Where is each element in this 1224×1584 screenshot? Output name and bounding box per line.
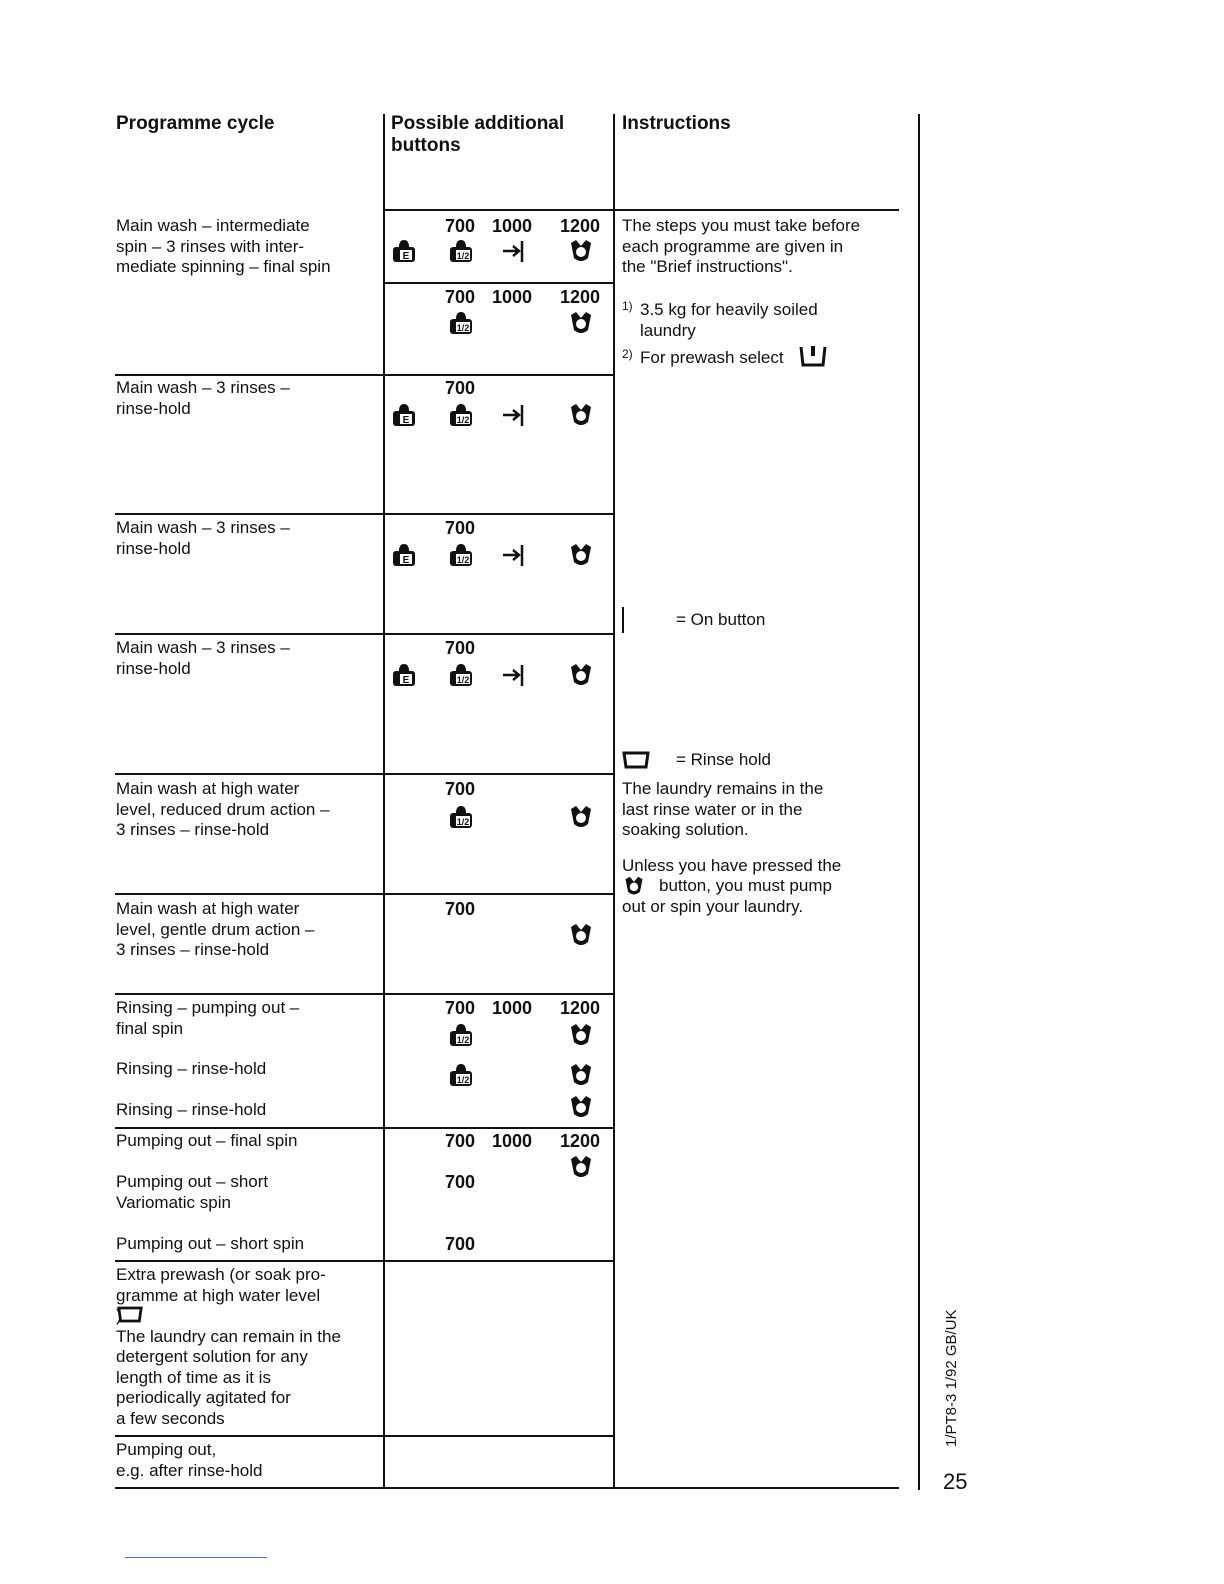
spin-speed-1200: 1200: [560, 1131, 601, 1151]
spin-speed-1000: 1000: [492, 1131, 533, 1151]
spin-reduction-icon: [568, 238, 594, 264]
weight-half-icon: [448, 1022, 474, 1048]
spin-speed-700: 700: [445, 378, 476, 398]
programme-description: Main wash – 3 rinses – rinse-hold: [116, 378, 290, 418]
on-button-legend: = On button: [676, 610, 766, 629]
svg-text:E: E: [402, 415, 410, 426]
pump-note-line1: Unless you have pressed the: [622, 856, 842, 875]
row-divider: [115, 993, 613, 995]
spin-speed-1200: 1200: [560, 287, 601, 307]
spin-speed-1000: 1000: [492, 998, 533, 1018]
programme-description: Rinsing – rinse-hold: [116, 1100, 267, 1119]
weight-e-icon: [391, 402, 417, 428]
spin-speed-1200: 1200: [560, 216, 601, 236]
spin-reduction-icon: [568, 1094, 594, 1120]
spin-reduction-icon: [568, 1022, 594, 1048]
rinse-hold-legend: = Rinse hold: [676, 750, 771, 769]
spin-reduction-icon: [568, 1062, 594, 1088]
spin-speed-1000: 1000: [492, 216, 533, 236]
spin-speed-700: 700: [445, 998, 476, 1018]
weight-e-icon: [391, 542, 417, 568]
row-divider: [115, 1260, 613, 1262]
row-divider: [115, 374, 613, 376]
row-divider: [115, 513, 613, 515]
table-bottom-rule: [115, 1487, 899, 1489]
svg-text:1/2: 1/2: [456, 555, 470, 565]
programme-description: Main wash at high water level, reduced drum action – 3 rinses – rinse-hold: [116, 779, 330, 839]
programme-description: Pumping out – short spin: [116, 1234, 305, 1253]
bottom-rule: [125, 1557, 267, 1558]
programme-description: Pumping out, e.g. after rinse-hold: [116, 1440, 263, 1480]
programme-description: Main wash at high water level, gentle drum action – 3 rinses – rinse-hold: [116, 899, 315, 959]
rinse-hold-arrow-icon: [501, 662, 527, 688]
spin-speed-700: 700: [445, 638, 476, 658]
footnote-2-mark: 2): [622, 347, 633, 361]
programme-description: Main wash – intermediate spin – 3 rinses with inter- mediate spinning – final spin: [116, 216, 331, 276]
row-divider: [115, 1127, 613, 1129]
spin-speed-700: 700: [445, 518, 476, 538]
svg-text:E: E: [402, 555, 410, 566]
weight-half-icon: [448, 542, 474, 568]
footnote-1-mark: 1): [622, 299, 633, 313]
spin-reduction-icon: [568, 402, 594, 428]
on-button-icon: [622, 607, 624, 633]
svg-text:1/2: 1/2: [456, 323, 470, 333]
programme-description: Extra prewash (or soak pro- gramme at high water level ) The laundry can remain in the detergent solution for any length of time as it is periodically agitated for a few seconds: [116, 1265, 341, 1428]
row-divider: [115, 633, 613, 635]
spin-speed-700: 700: [445, 1234, 476, 1254]
spin-speed-700: 700: [445, 899, 476, 919]
programme-description: Rinsing – rinse-hold: [116, 1059, 267, 1078]
document-code: 1/PT8-3 1/92 GB/UK: [943, 1309, 960, 1447]
rinse-hold-tub-icon: [116, 1305, 144, 1324]
svg-text:E: E: [402, 251, 410, 262]
rinse-hold-description: The laundry remains in the last rinse water or in the soaking solution.: [622, 779, 824, 839]
header-additional-buttons: Possible additional buttons: [391, 113, 565, 156]
svg-text:1/2: 1/2: [456, 817, 470, 827]
spin-reduction-icon: [568, 1154, 594, 1180]
row-divider: [385, 282, 613, 284]
row-divider: [115, 1435, 613, 1437]
instructions-intro: The steps you must take before each programme are given in the "Brief instructions".: [622, 216, 861, 276]
svg-text:1/2: 1/2: [456, 1075, 470, 1085]
spin-speed-700: 700: [445, 216, 476, 236]
programme-description: Pumping out – final spin: [116, 1131, 298, 1150]
spin-reduction-icon: [568, 310, 594, 336]
weight-half-icon: [448, 1062, 474, 1088]
weight-half-icon: [448, 662, 474, 688]
rinse-hold-arrow-icon: [501, 402, 527, 428]
weight-e-icon: [391, 238, 417, 264]
header-rule: [383, 209, 899, 211]
footnote-2: For prewash select: [640, 348, 784, 367]
weight-half-icon: [448, 402, 474, 428]
rinse-hold-arrow-icon: [501, 238, 527, 264]
svg-text:1/2: 1/2: [456, 1035, 470, 1045]
programme-description: Main wash – 3 rinses – rinse-hold: [116, 518, 290, 558]
weight-half-icon: [448, 238, 474, 264]
programme-description: Rinsing – pumping out – final spin: [116, 998, 300, 1038]
footnote-1: 3.5 kg for heavily soiled laundry: [640, 300, 818, 340]
header-programme-cycle: Programme cycle: [116, 113, 275, 134]
column-divider: [613, 114, 615, 1488]
spin-reduction-icon: [568, 804, 594, 830]
rinse-hold-icon: [621, 750, 651, 770]
rinse-hold-arrow-icon: [501, 542, 527, 568]
weight-half-icon: [448, 310, 474, 336]
column-divider: [918, 114, 920, 1490]
svg-text:1/2: 1/2: [456, 251, 470, 261]
svg-text:1/2: 1/2: [456, 415, 470, 425]
weight-half-icon: [448, 804, 474, 830]
row-divider: [115, 773, 613, 775]
spin-speed-700: 700: [445, 287, 476, 307]
spin-speed-1000: 1000: [492, 287, 533, 307]
weight-e-icon: [391, 662, 417, 688]
svg-text:1/2: 1/2: [456, 675, 470, 685]
programme-description: Main wash – 3 rinses – rinse-hold: [116, 638, 290, 678]
spin-speed-700: 700: [445, 1131, 476, 1151]
pump-note-line2: button, you must pump out or spin your laundry.: [622, 876, 832, 916]
programme-description: Pumping out – short Variomatic spin: [116, 1172, 269, 1212]
prewash-button-icon: [798, 344, 828, 368]
column-divider: [383, 114, 385, 1488]
spin-speed-700: 700: [445, 779, 476, 799]
row-divider: [115, 893, 613, 895]
page-number: 25: [943, 1469, 968, 1494]
spin-reduction-icon: [568, 542, 594, 568]
header-instructions: Instructions: [622, 113, 731, 134]
spin-speed-1200: 1200: [560, 998, 601, 1018]
svg-text:E: E: [402, 675, 410, 686]
spin-reduction-icon: [568, 922, 594, 948]
spin-speed-700: 700: [445, 1172, 476, 1192]
spin-reduction-icon: [568, 662, 594, 688]
